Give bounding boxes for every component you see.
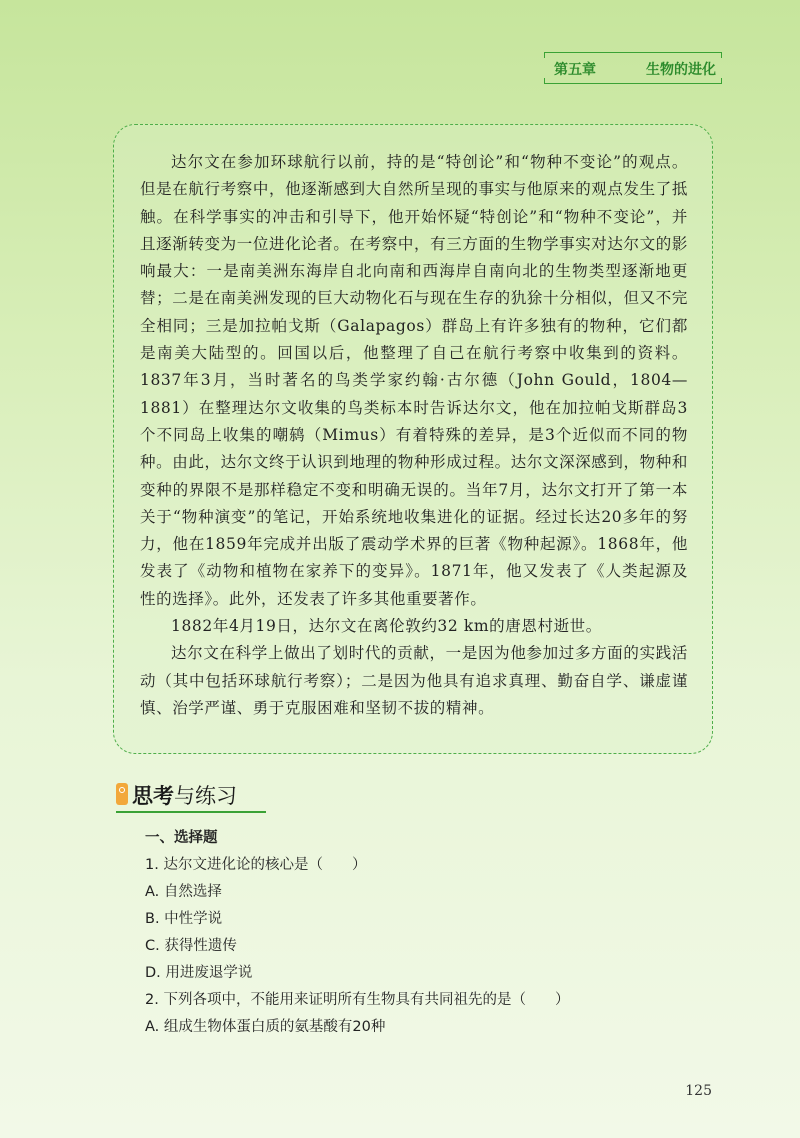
paragraph: 达尔文在参加环球航行以前，持的是“特创论”和“物种不变论”的观点。但是在航行考察中，他逐渐感到大自然所呈现的事实与他原来的观点发生了抵触。在科学事实的冲击和引导下，他开始怀疑“特创论”和“物种不变论”，并且逐渐转变为一位进化论者。在考察中，有三方面的生物学事实对达尔文的影响最大：一是南美洲东海岸自北向南和西海岸自南向北的生物类型逐渐地更替；二是在南美洲发现的巨大动物化石与现在生存的犰狳十分相似，但又不完全相同；三是加拉帕戈斯（Galapagos）群岛上有许多独有的物种，它们都是南美大陆型的。回国以后，他整理了自己在航行考察中收集到的资料。1837年3月，当时著名的鸟类学家约翰·古尔德（John Gould，1804—1881）在整理达尔文收集的鸟类标本时告诉达尔文，他在加拉帕戈斯群岛3个不同岛上收集的嘲鸫（Mimus）有着特殊的差异，是3个近似而不同的物种。由此，达尔文终于认识到地理的物种形成过程。达尔文深深感到，物种和变种的界限不是那样稳定不变和明确无误的。当年7月，达尔文打开了第一本关于“物种演变”的笔记，开始系统地收集进化的证据。经过长达20多年的努力，他在1859年完成并出版了震动学术界的巨著《物种起源》。1868年，他发表了《动物和植物在家养下的变异》。1871年，他又发表了《人类起源及性的选择》。此外，还发表了许多其他重要著作。 xyxy=(140,153,688,608)
question-item: 1. 达尔文进化论的核心是（ ） xyxy=(145,857,367,873)
option-item: D. 用进废退学说 xyxy=(145,965,253,981)
option-item: A. 组成生物体蛋白质的氨基酸有20种 xyxy=(145,1019,386,1035)
exercise-title-rest: 与练习 xyxy=(174,784,237,808)
option-item: A. 自然选择 xyxy=(145,884,222,900)
chapter-number: 第五章 xyxy=(554,62,596,78)
key-icon xyxy=(116,783,128,805)
chapter-title: 生物的进化 xyxy=(646,62,716,78)
section-title: 一、选择题 xyxy=(145,830,218,846)
reading-text xyxy=(140,149,688,722)
paragraph: 达尔文在科学上做出了划时代的贡献，一是因为他参加过多方面的实践活动（其中包括环球航行考察）；二是因为他具有追求真理、勤奋自学、谦虚谨慎、治学严谨、勇于克服困难和坚韧不拔的精神。 xyxy=(140,644,688,717)
page-number: 125 xyxy=(685,1083,712,1099)
exercise-title-bold: 思考 xyxy=(132,784,174,808)
exercise-heading xyxy=(116,780,316,810)
questions xyxy=(145,825,705,1041)
chapter-header xyxy=(544,52,722,84)
option-item: B. 中性学说 xyxy=(145,911,223,927)
paragraph: 1882年4月19日，达尔文在离伦敦约32 km的唐恩村逝世。 xyxy=(171,617,602,636)
option-item: C. 获得性遗传 xyxy=(145,938,237,954)
question-item: 2. 下列各项中，不能用来证明所有生物具有共同祖先的是（ ） xyxy=(145,992,570,1008)
